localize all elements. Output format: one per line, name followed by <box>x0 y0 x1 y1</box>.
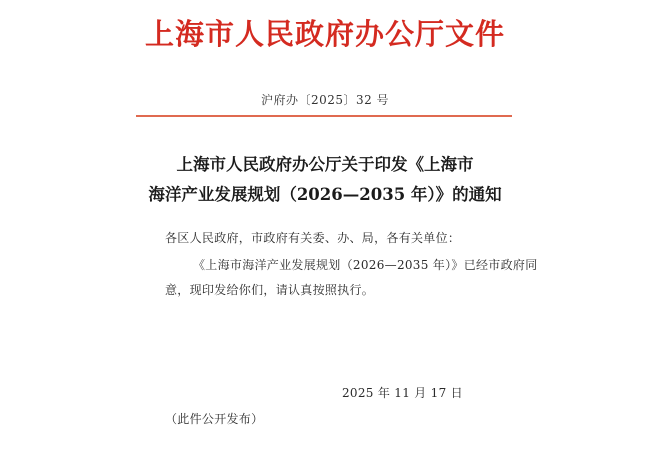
document-number: 沪府办〔2025〕32 号 <box>260 93 390 107</box>
body-paragraph-line-2: 意，现印发给你们，请认真按照执行。 <box>165 283 375 297</box>
body-paragraph-line-1: 《上海市海洋产业发展规划（2026—2035 年）》已经市政府同 <box>193 258 538 272</box>
document-masthead: 上海市人民政府办公厅文件 <box>144 17 505 51</box>
salutation: 各区人民政府，市政府有关委、办、局，各有关单位： <box>165 231 461 245</box>
public-release-note: （此件公开发布） <box>165 412 264 426</box>
red-separator-line <box>136 115 512 117</box>
document-title-line-2: 海洋产业发展规划（2026—2035 年）》的通知 <box>148 185 502 204</box>
issue-date: 2025 年 11 月 17 日 <box>342 386 463 400</box>
document-title-line-1: 上海市人民政府办公厅关于印发《上海市 <box>176 155 474 174</box>
